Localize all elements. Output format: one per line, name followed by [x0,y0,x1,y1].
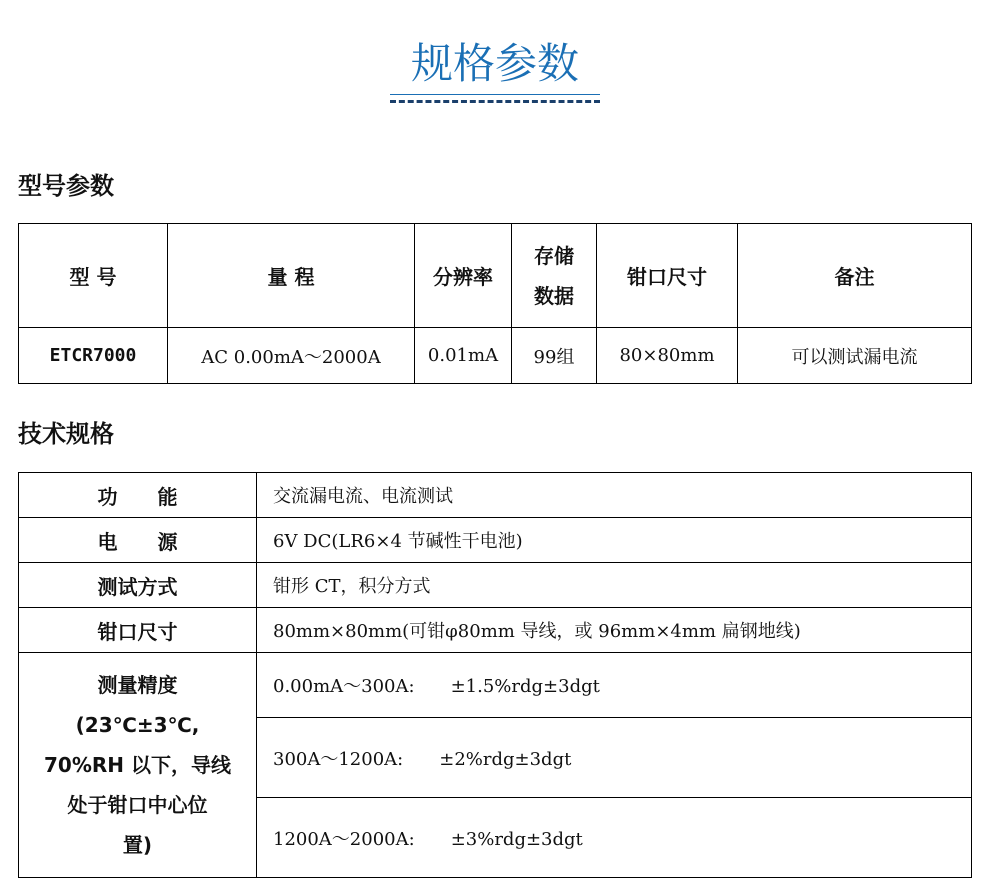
spec-value: 80mm×80mm(可钳φ80mm 导线，或 96mm×4mm 扁钢地线) [257,608,972,653]
header-remark: 备注 [738,224,972,328]
spec-row [19,518,972,563]
cell-resolution: 0.01mA [415,328,512,384]
title-underline [390,94,600,95]
accuracy-label-line: 测量精度 [97,673,178,697]
spec-label: 电 源 [19,518,257,563]
model-table [18,223,972,384]
section-heading-model: 型号参数 [18,172,114,200]
header-storage-line1: 存储 [534,243,574,268]
accuracy-label-line: (23℃±3℃, [75,713,200,737]
accuracy-spec: ±1.5%rdg±3dgt [450,676,600,697]
spec-value: 交流漏电流、电流测试 [257,473,972,518]
cell-remark: 可以测试漏电流 [738,328,972,384]
accuracy-spec: ±3%rdg±3dgt [450,828,583,850]
header-resolution: 分辨率 [415,224,512,328]
accuracy-spec: ±2%rdg±3dgt [439,748,572,770]
header-storage [512,224,597,328]
accuracy-row [19,653,972,718]
header-jaw-size: 钳口尺寸 [597,224,738,328]
header-storage-line2: 数据 [534,283,574,308]
cell-storage: 99组 [512,328,597,384]
spec-label: 测试方式 [19,563,257,608]
spec-table [18,472,972,878]
spec-label: 钳口尺寸 [19,608,257,653]
accuracy-value [257,798,972,878]
cell-jaw-size: 80×80mm [597,328,738,384]
spec-value: 6V DC(LR6×4 节碱性干电池) [257,518,972,563]
accuracy-value [257,653,972,718]
header-range: 量 程 [168,224,415,328]
accuracy-range: 1200A～2000A: [273,828,415,850]
accuracy-range: 300A～1200A: [273,748,404,770]
accuracy-range: 0.00mA～300A: [273,676,415,697]
page-title: 规格参数 [410,39,579,88]
cell-range: AC 0.00mA～2000A [168,328,415,384]
title-dashed-underline [390,100,600,103]
accuracy-value [257,718,972,798]
spec-label: 功 能 [19,473,257,518]
accuracy-label [19,653,257,878]
header-model: 型 号 [19,224,168,328]
spec-row [19,473,972,518]
accuracy-label-line: 置) [122,833,153,857]
cell-model: ETCR7000 [19,328,168,384]
accuracy-label-line: 70%RH 以下，导线 [44,753,231,777]
spec-row [19,608,972,653]
model-table-row [19,328,972,384]
spec-row [19,563,972,608]
model-table-header [19,224,972,328]
section-heading-spec: 技术规格 [18,420,114,448]
page-title-block [390,36,600,103]
spec-value: 钳形 CT，积分方式 [257,563,972,608]
accuracy-label-line: 处于钳口中心位 [67,793,208,817]
